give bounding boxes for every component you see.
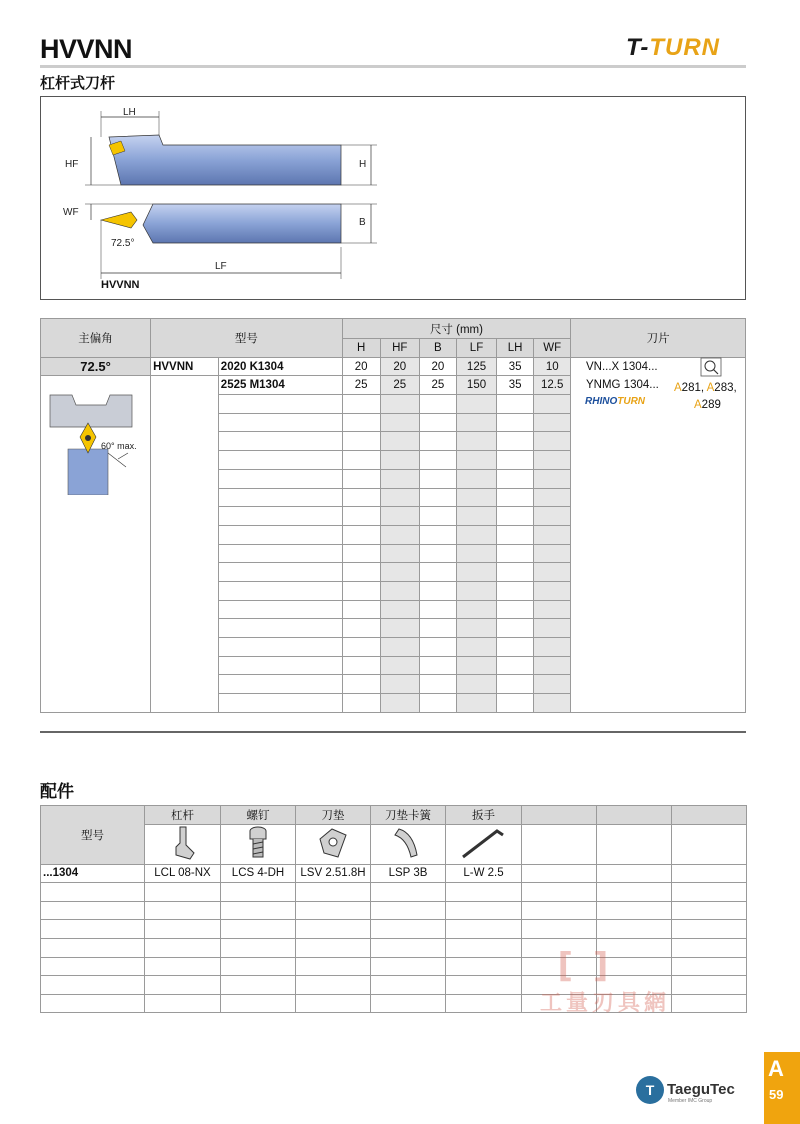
dim-cell: 20 bbox=[419, 357, 456, 376]
acc-cell-empty bbox=[221, 883, 296, 902]
model-code: 2020 K1304 bbox=[218, 357, 342, 376]
dim-cell-empty bbox=[380, 563, 419, 582]
dim-cell-empty bbox=[342, 638, 380, 657]
acc-cell-empty bbox=[296, 938, 371, 957]
dim-cell-empty bbox=[456, 694, 496, 713]
acc-cell-empty bbox=[221, 938, 296, 957]
model-code-empty bbox=[218, 619, 342, 638]
acc-cell-empty bbox=[371, 994, 446, 1013]
brand-logo bbox=[626, 34, 720, 62]
dim-cell-empty bbox=[456, 395, 496, 414]
watermark-text: 工量刃具網 bbox=[540, 991, 671, 1016]
table-bottom-rule bbox=[40, 731, 746, 733]
acc-cell-empty bbox=[296, 957, 371, 976]
accessories-title: 配件 bbox=[40, 782, 74, 802]
model-code-empty bbox=[218, 656, 342, 675]
acc-cell-empty bbox=[446, 901, 522, 920]
acc-cell-empty bbox=[296, 976, 371, 995]
table-row bbox=[41, 864, 747, 883]
dim-header: HF bbox=[380, 339, 419, 358]
dim-cell-empty bbox=[497, 638, 534, 657]
page-ref-prefix: A bbox=[694, 399, 702, 411]
acc-header: 刀垫卡簧 bbox=[371, 806, 446, 825]
acc-icon-empty bbox=[672, 824, 747, 864]
acc-part: L-W 2.5 bbox=[446, 864, 522, 883]
acc-cell-empty bbox=[446, 883, 522, 902]
dim-cell-empty bbox=[419, 395, 456, 414]
acc-cell-empty bbox=[145, 883, 221, 902]
insert-code: YNMG 1304... bbox=[586, 379, 659, 391]
acc-cell-empty bbox=[371, 976, 446, 995]
dim-cell-empty bbox=[342, 581, 380, 600]
model-code-empty bbox=[218, 544, 342, 563]
b-label: B bbox=[359, 217, 366, 228]
dim-cell-empty bbox=[497, 395, 534, 414]
model-code-empty bbox=[218, 451, 342, 470]
dim-cell-empty bbox=[419, 694, 456, 713]
dim-cell-empty bbox=[419, 581, 456, 600]
acc-cell-empty bbox=[672, 994, 747, 1013]
dim-cell: 20 bbox=[342, 357, 380, 376]
dim-cell-empty bbox=[419, 675, 456, 694]
page-subtitle: 杠杆式刀杆 bbox=[40, 74, 116, 92]
dim-cell-empty bbox=[534, 451, 571, 470]
dim-cell-empty bbox=[342, 563, 380, 582]
acc-cell-empty bbox=[145, 901, 221, 920]
dim-cell-empty bbox=[456, 469, 496, 488]
dim-cell: 10 bbox=[534, 357, 571, 376]
diagram-caption: HVVNN bbox=[101, 279, 140, 291]
dim-cell-empty bbox=[497, 507, 534, 526]
acc-cell-empty bbox=[221, 901, 296, 920]
dim-cell-empty bbox=[419, 432, 456, 451]
dim-cell-empty bbox=[342, 600, 380, 619]
model-code-empty bbox=[218, 581, 342, 600]
dim-cell-empty bbox=[534, 395, 571, 414]
family-spacer bbox=[151, 376, 219, 712]
acc-part: LCS 4-DH bbox=[221, 864, 296, 883]
dim-cell-empty bbox=[380, 469, 419, 488]
dim-cell-empty bbox=[342, 507, 380, 526]
model-code-empty bbox=[218, 563, 342, 582]
acc-header: 螺钉 bbox=[221, 806, 296, 825]
page-ref-number: 289 bbox=[701, 399, 721, 411]
dim-cell-empty bbox=[342, 469, 380, 488]
section-letter: A bbox=[768, 1056, 784, 1081]
dim-cell-empty bbox=[419, 451, 456, 470]
logo-text: TaeguTec bbox=[667, 1080, 735, 1098]
model-family: HVVNN bbox=[151, 357, 219, 376]
acc-cell-empty bbox=[446, 994, 522, 1013]
col-dims-header: 尺寸 (mm) bbox=[342, 319, 571, 339]
dim-cell-empty bbox=[497, 581, 534, 600]
acc-cell-empty bbox=[522, 883, 597, 902]
dim-cell-empty bbox=[456, 638, 496, 657]
max-angle-label: 60° max. bbox=[101, 441, 137, 451]
page-number: 59 bbox=[769, 1087, 784, 1102]
acc-cell-empty bbox=[145, 957, 221, 976]
acc-part: LCL 08-NX bbox=[145, 864, 221, 883]
dim-cell: 25 bbox=[342, 376, 380, 395]
screw-icon bbox=[221, 824, 296, 864]
dim-cell-empty bbox=[534, 544, 571, 563]
dim-cell-empty bbox=[456, 619, 496, 638]
h-label: H bbox=[359, 159, 367, 170]
dim-cell-empty bbox=[534, 656, 571, 675]
dim-cell-empty bbox=[419, 600, 456, 619]
dim-cell-empty bbox=[380, 507, 419, 526]
dim-header: WF bbox=[534, 339, 571, 358]
col-model-header: 型号 bbox=[151, 319, 343, 358]
acc-cell-empty bbox=[672, 957, 747, 976]
dim-cell-empty bbox=[342, 395, 380, 414]
dim-cell-empty bbox=[419, 638, 456, 657]
dim-cell-empty bbox=[419, 544, 456, 563]
logo-subtext: Member IMC Group bbox=[668, 1098, 713, 1104]
dim-header: LF bbox=[456, 339, 496, 358]
dim-cell-empty bbox=[497, 451, 534, 470]
rhino-turn-logo bbox=[585, 396, 645, 407]
acc-model-header: 型号 bbox=[41, 806, 145, 865]
acc-cell-empty bbox=[41, 976, 145, 995]
lf-label: LF bbox=[215, 261, 227, 272]
angle-label: 72.5° bbox=[111, 238, 135, 249]
insert-code: VN...X 1304... bbox=[586, 361, 658, 373]
acc-cell-empty bbox=[221, 976, 296, 995]
acc-cell-empty bbox=[296, 920, 371, 939]
dim-cell-empty bbox=[497, 563, 534, 582]
acc-cell-empty bbox=[41, 957, 145, 976]
dim-cell-empty bbox=[419, 488, 456, 507]
dim-cell-empty bbox=[380, 413, 419, 432]
model-code: 2525 M1304 bbox=[218, 376, 342, 395]
col-angle-header: 主偏角 bbox=[41, 319, 151, 358]
dim-cell-empty bbox=[534, 675, 571, 694]
dim-cell-empty bbox=[456, 581, 496, 600]
model-code-empty bbox=[218, 413, 342, 432]
dim-cell-empty bbox=[497, 488, 534, 507]
dim-cell-empty bbox=[534, 563, 571, 582]
page-ref bbox=[694, 399, 721, 411]
dim-cell-empty bbox=[497, 413, 534, 432]
dim-cell-empty bbox=[456, 563, 496, 582]
dim-cell-empty bbox=[534, 581, 571, 600]
acc-cell-empty bbox=[41, 901, 145, 920]
shim-spring-icon bbox=[371, 824, 446, 864]
acc-cell-empty bbox=[371, 920, 446, 939]
dim-cell-empty bbox=[497, 525, 534, 544]
table-row-empty bbox=[41, 901, 747, 920]
holder-table bbox=[40, 318, 746, 713]
acc-cell-empty bbox=[371, 957, 446, 976]
acc-cell-empty bbox=[672, 938, 747, 957]
acc-icon-empty bbox=[597, 824, 672, 864]
tool-drawing bbox=[41, 97, 745, 299]
dim-cell: 35 bbox=[497, 376, 534, 395]
dim-cell-empty bbox=[419, 619, 456, 638]
dim-cell: 150 bbox=[456, 376, 496, 395]
model-code-empty bbox=[218, 488, 342, 507]
dim-cell-empty bbox=[456, 507, 496, 526]
dim-cell-empty bbox=[497, 656, 534, 675]
dim-cell-empty bbox=[380, 581, 419, 600]
acc-part-empty bbox=[672, 864, 747, 883]
dim-cell-empty bbox=[419, 469, 456, 488]
dim-cell-empty bbox=[456, 544, 496, 563]
dim-cell-empty bbox=[419, 563, 456, 582]
page-tab bbox=[764, 1052, 800, 1124]
magnifier-icon bbox=[700, 357, 722, 377]
acc-header-empty bbox=[597, 806, 672, 825]
shim-icon bbox=[296, 824, 371, 864]
table-row-empty bbox=[41, 883, 747, 902]
dim-cell-empty bbox=[534, 432, 571, 451]
dim-header: LH bbox=[497, 339, 534, 358]
table-row-empty bbox=[41, 920, 747, 939]
col-insert-header: 刀片 bbox=[571, 319, 746, 358]
brand-prefix: T- bbox=[626, 34, 650, 61]
acc-cell-empty bbox=[41, 938, 145, 957]
page-ref-number: 283 bbox=[714, 382, 734, 394]
model-code-empty bbox=[218, 432, 342, 451]
dim-header: H bbox=[342, 339, 380, 358]
watermark-mark: [ ] bbox=[557, 946, 613, 986]
acc-icon-empty bbox=[522, 824, 597, 864]
acc-cell-empty bbox=[221, 994, 296, 1013]
dim-cell-empty bbox=[497, 469, 534, 488]
dim-cell-empty bbox=[534, 488, 571, 507]
lever-icon bbox=[145, 824, 221, 864]
acc-cell-empty bbox=[672, 883, 747, 902]
dim-cell-empty bbox=[419, 507, 456, 526]
dim-cell-empty bbox=[419, 656, 456, 675]
dim-cell-empty bbox=[380, 694, 419, 713]
page-ref-number: 281 bbox=[681, 382, 701, 394]
acc-part: LSV 2.51.8H bbox=[296, 864, 371, 883]
rhino-prefix: RHINO bbox=[585, 396, 618, 407]
acc-cell-empty bbox=[371, 901, 446, 920]
acc-cell-empty bbox=[522, 920, 597, 939]
dim-cell-empty bbox=[456, 451, 496, 470]
dim-cell-empty bbox=[419, 413, 456, 432]
acc-header-empty bbox=[672, 806, 747, 825]
model-code-empty bbox=[218, 525, 342, 544]
model-code-empty bbox=[218, 600, 342, 619]
acc-cell-empty bbox=[522, 901, 597, 920]
acc-cell-empty bbox=[41, 920, 145, 939]
dim-cell-empty bbox=[456, 600, 496, 619]
dim-cell-empty bbox=[380, 432, 419, 451]
lh-label: LH bbox=[123, 107, 136, 118]
taegutec-logo bbox=[636, 1076, 735, 1104]
acc-part-empty bbox=[597, 864, 672, 883]
acc-cell-empty bbox=[446, 920, 522, 939]
dim-cell-empty bbox=[497, 675, 534, 694]
dim-cell-empty bbox=[342, 525, 380, 544]
tool-diagram bbox=[40, 96, 746, 300]
dim-cell-empty bbox=[380, 451, 419, 470]
dim-cell: 125 bbox=[456, 357, 496, 376]
dim-cell-empty bbox=[342, 432, 380, 451]
dim-cell-empty bbox=[456, 656, 496, 675]
model-code-empty bbox=[218, 507, 342, 526]
dim-cell: 25 bbox=[380, 376, 419, 395]
model-code-empty bbox=[218, 395, 342, 414]
dim-cell-empty bbox=[342, 675, 380, 694]
acc-header: 刀垫 bbox=[296, 806, 371, 825]
dim-header: B bbox=[419, 339, 456, 358]
model-code-empty bbox=[218, 638, 342, 657]
dim-cell-empty bbox=[342, 619, 380, 638]
dim-cell-empty bbox=[456, 525, 496, 544]
dim-cell-empty bbox=[342, 413, 380, 432]
acc-header: 杠杆 bbox=[145, 806, 221, 825]
brand-suffix: TURN bbox=[649, 34, 720, 61]
page-title: HVVNN bbox=[40, 34, 133, 64]
acc-part: LSP 3B bbox=[371, 864, 446, 883]
dim-cell: 25 bbox=[419, 376, 456, 395]
rhino-suffix: TURN bbox=[617, 396, 646, 407]
model-code-empty bbox=[218, 694, 342, 713]
dim-cell-empty bbox=[380, 525, 419, 544]
dim-cell-empty bbox=[456, 432, 496, 451]
model-code-empty bbox=[218, 469, 342, 488]
dim-cell-empty bbox=[380, 638, 419, 657]
page-ref-prefix: A bbox=[674, 382, 682, 394]
watermark bbox=[540, 946, 670, 1017]
dim-cell: 12.5 bbox=[534, 376, 571, 395]
dim-cell-empty bbox=[534, 507, 571, 526]
page-ref-prefix: A bbox=[706, 382, 715, 394]
dim-cell-empty bbox=[497, 619, 534, 638]
page-ref: A281, A283, bbox=[674, 382, 737, 394]
logo-icon: T bbox=[636, 1076, 664, 1104]
acc-cell-empty bbox=[296, 994, 371, 1013]
wrench-icon bbox=[446, 824, 522, 864]
acc-cell-empty bbox=[296, 901, 371, 920]
dim-cell: 35 bbox=[497, 357, 534, 376]
acc-cell-empty bbox=[145, 994, 221, 1013]
dim-cell-empty bbox=[380, 656, 419, 675]
dim-cell-empty bbox=[380, 600, 419, 619]
acc-cell-empty bbox=[597, 901, 672, 920]
acc-model: ...1304 bbox=[41, 864, 145, 883]
dim-cell-empty bbox=[534, 525, 571, 544]
acc-cell-empty bbox=[221, 957, 296, 976]
dim-cell-empty bbox=[342, 544, 380, 563]
dim-cell-empty bbox=[380, 395, 419, 414]
dim-cell-empty bbox=[534, 600, 571, 619]
acc-header: 扳手 bbox=[446, 806, 522, 825]
dim-cell-empty bbox=[456, 675, 496, 694]
dim-cell-empty bbox=[534, 469, 571, 488]
dim-cell-empty bbox=[342, 656, 380, 675]
acc-part-empty bbox=[522, 864, 597, 883]
dim-cell-empty bbox=[456, 488, 496, 507]
dim-cell-empty bbox=[456, 413, 496, 432]
acc-cell-empty bbox=[672, 920, 747, 939]
dim-cell-empty bbox=[497, 600, 534, 619]
acc-cell-empty bbox=[41, 994, 145, 1013]
acc-cell-empty bbox=[371, 883, 446, 902]
acc-cell-empty bbox=[597, 920, 672, 939]
dim-cell-empty bbox=[534, 619, 571, 638]
wf-label: WF bbox=[63, 207, 79, 218]
acc-cell-empty bbox=[145, 938, 221, 957]
acc-cell-empty bbox=[41, 883, 145, 902]
dim-cell-empty bbox=[380, 488, 419, 507]
dim-cell-empty bbox=[497, 694, 534, 713]
acc-cell-empty bbox=[672, 901, 747, 920]
acc-cell-empty bbox=[371, 938, 446, 957]
dim-cell-empty bbox=[380, 619, 419, 638]
model-code-empty bbox=[218, 675, 342, 694]
acc-cell-empty bbox=[145, 920, 221, 939]
dim-cell-empty bbox=[380, 675, 419, 694]
acc-cell-empty bbox=[597, 883, 672, 902]
dim-cell-empty bbox=[534, 413, 571, 432]
dim-cell-empty bbox=[342, 488, 380, 507]
angle-value: 72.5° bbox=[41, 357, 151, 376]
dim-cell-empty bbox=[497, 432, 534, 451]
dim-cell-empty bbox=[497, 544, 534, 563]
dim-cell-empty bbox=[534, 694, 571, 713]
dim-cell-empty bbox=[342, 451, 380, 470]
dim-cell-empty bbox=[380, 544, 419, 563]
acc-header-empty bbox=[522, 806, 597, 825]
title-rule bbox=[40, 65, 746, 68]
acc-cell-empty bbox=[672, 976, 747, 995]
dim-cell-empty bbox=[534, 638, 571, 657]
hf-label: HF bbox=[65, 159, 79, 170]
dim-cell-empty bbox=[342, 694, 380, 713]
acc-cell-empty bbox=[221, 920, 296, 939]
dim-cell: 20 bbox=[380, 357, 419, 376]
acc-cell-empty bbox=[296, 883, 371, 902]
acc-cell-empty bbox=[145, 976, 221, 995]
dim-cell-empty bbox=[419, 525, 456, 544]
